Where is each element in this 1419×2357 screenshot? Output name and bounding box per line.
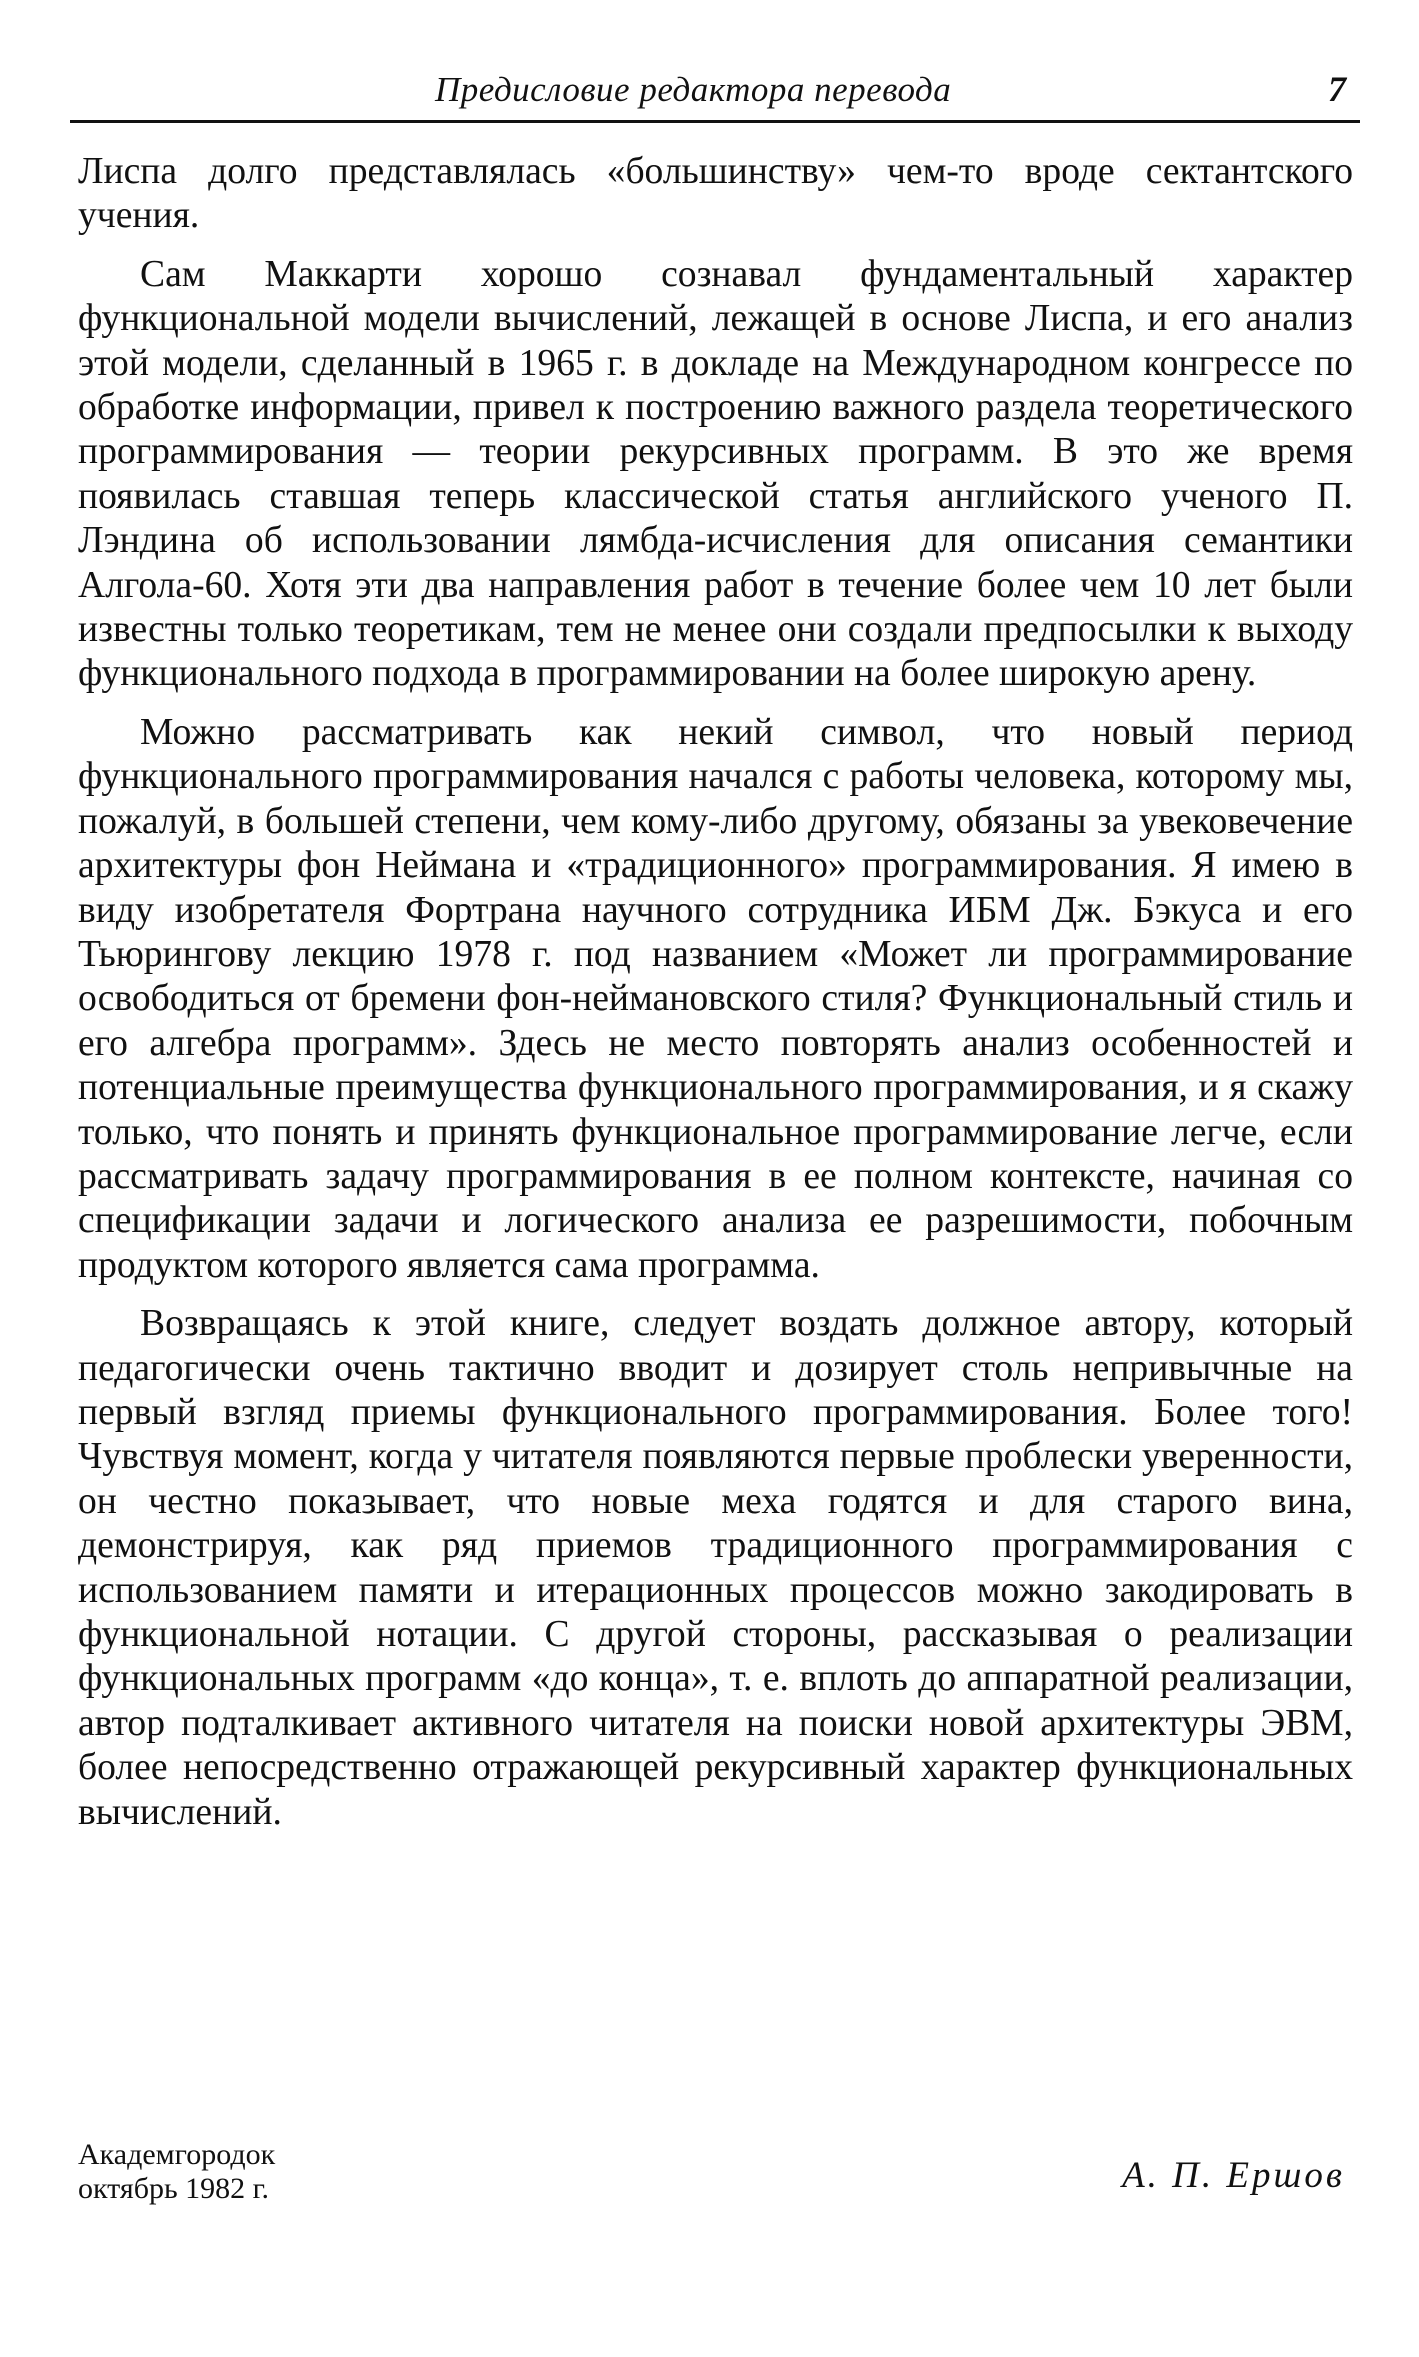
paragraph-mccarthy: Сам Маккарти хорошо сознавал фундаментальный характер функциональной модели вычислений, лежащей в основе Лиспа, и его анализ этой модели, сделанный в 1965 г. в докладе на Международном конгрессе по обработке информации, привел к построению важного раздела теоретического программирования — теории рекурсивных программ. В это же время появилась ставшая теперь классической статья английского ученого П. Лэндина об использовании лямбда-исчисления для описания семантики Алгола-60. Хотя эти два направления работ в течение более чем 10 лет были известны только теоретикам, тем не менее они создали предпосылки к выходу функционального подхода в программировании на более широкую арену. (78, 253, 1353, 695)
signature-place: Академгородок (78, 2138, 276, 2171)
page-number: 7 (1328, 69, 1346, 109)
signature-author: А. П. Ершов (1122, 2155, 1345, 2196)
signature-date: октябрь 1982 г. (78, 2172, 270, 2205)
paragraph-book: Возвращаясь к этой книге, следует воздать должное автору, который педагогически очень тактично вводит и дозирует столь непривычные на первый взгляд приемы функционального программирования. Более того! Чувствуя момент, когда у читателя появляются первые проблески уверенности, он честно показывает, что новые меха годятся и для старого вина, демонстрируя, как ряд приемов традиционного программирования с использованием памяти и итерационных процессов можно закодировать в функциональной нотации. С другой стороны, рассказывая о реализации функциональных программ «до конца», т. е. вплоть до аппаратной реализации, автор подталкивает активного читателя на поиски новой архитектуры ЭВМ, более непосредственно отражающей рекурсивный характер функциональных вычислений. (78, 1303, 1353, 1833)
page-header (70, 66, 1360, 128)
body-text (78, 150, 1353, 1849)
paragraph-backus: Можно рассматривать как некий символ, что новый период функционального программирования начался с работы человека, которому мы, пожалуй, в большей степени, чем кому-либо другому, обязаны за увековечение архитектуры фон Неймана и «традиционного» программирования. Я имею в виду изобретателя Фортрана научного сотрудника ИБМ Дж. Бэкуса и его Тьюрингову лекцию 1978 г. под названием «Может ли программирование освободиться от бремени фон-неймановского стиля? Функциональный стиль и его алгебра программ». Здесь не место повторять анализ особенностей и потенциальные преимущества функционального программирования, и я скажу только, что понять и принять функциональное программирование легче, если рассматривать задачу программирования в ее полном контексте, начиная со спецификации задачи и логического анализа ее разрешимости, побочным продуктом которого является сама программа. (78, 711, 1353, 1286)
header-rule (70, 120, 1360, 123)
paragraph-continuation: Лиспа долго представлялась «большинству» чем-то вроде сектантского учения. (78, 151, 1353, 237)
signature-block (78, 2138, 1353, 2248)
running-title: Предисловие редактора перевода (435, 70, 952, 109)
